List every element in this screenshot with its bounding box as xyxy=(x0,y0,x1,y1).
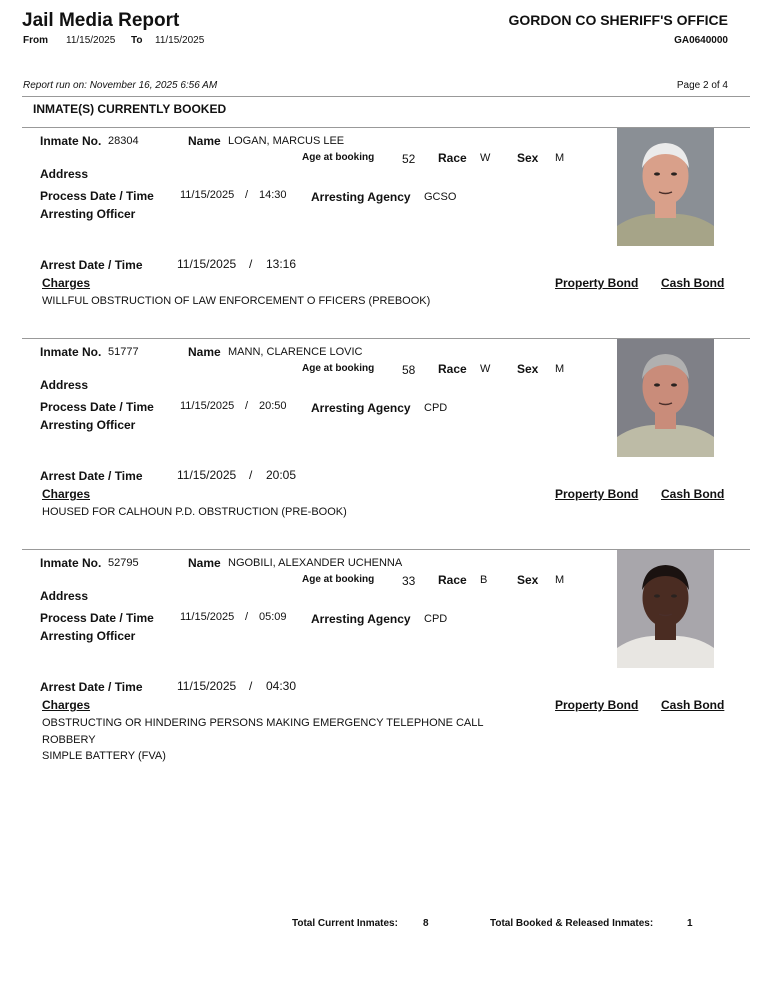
mugshot-image xyxy=(617,128,714,246)
age-label: Age at booking xyxy=(302,363,375,374)
age-value: 58 xyxy=(402,363,416,377)
header-divider xyxy=(22,96,750,97)
name-label: Name xyxy=(188,556,221,570)
sex-value: M xyxy=(555,574,565,586)
total-current-value: 8 xyxy=(423,918,429,929)
arrest-label: Arrest Date / Time xyxy=(40,680,143,694)
arresting-officer-label: Arresting Officer xyxy=(40,418,136,432)
process-time: 20:50 xyxy=(259,400,287,412)
process-label: Process Date / Time xyxy=(40,611,154,625)
page-number: Page 2 of 4 xyxy=(676,80,728,91)
arrest-date: 11/15/2025 xyxy=(177,257,237,271)
race-value: B xyxy=(480,574,488,586)
process-slash: / xyxy=(245,400,249,412)
age-value: 33 xyxy=(402,574,416,588)
from-label: From xyxy=(23,35,48,46)
process-time: 14:30 xyxy=(259,189,287,201)
charges-list xyxy=(42,715,484,765)
arrest-label: Arrest Date / Time xyxy=(40,469,143,483)
address-label: Address xyxy=(40,167,89,181)
process-date: 11/15/2025 xyxy=(180,189,235,201)
inmate-record xyxy=(0,128,773,339)
cash-bond-label: Cash Bond xyxy=(661,276,725,290)
booking-photo xyxy=(617,128,714,246)
record-divider xyxy=(22,549,750,550)
sex-label: Sex xyxy=(517,151,539,165)
process-date: 11/15/2025 xyxy=(180,611,235,623)
arresting-officer-label: Arresting Officer xyxy=(40,629,136,643)
from-date: 11/15/2025 xyxy=(66,35,116,46)
sex-value: M xyxy=(555,152,565,164)
charge-item: HOUSED FOR CALHOUN P.D. OBSTRUCTION (PRE-BOOK) xyxy=(42,506,347,518)
agency-ori: GA0640000 xyxy=(674,35,728,46)
arrest-slash: / xyxy=(249,679,253,693)
report-title: Jail Media Report xyxy=(22,10,180,31)
arresting-agency-value: CPD xyxy=(424,402,448,414)
inmate-no-label: Inmate No. xyxy=(40,556,102,570)
cash-bond-label: Cash Bond xyxy=(661,487,725,501)
charges-list xyxy=(42,504,347,521)
arresting-agency-value: GCSO xyxy=(424,191,457,203)
charge-item: WILLFUL OBSTRUCTION OF LAW ENFORCEMENT O FFICERS (PREBOOK) xyxy=(42,295,431,307)
race-value: W xyxy=(480,152,491,164)
age-value: 52 xyxy=(402,152,416,166)
sex-value: M xyxy=(555,363,565,375)
sex-label: Sex xyxy=(517,362,539,376)
address-label: Address xyxy=(40,378,89,392)
arrest-time: 04:30 xyxy=(266,679,297,693)
inmate-name: LOGAN, MARCUS LEE xyxy=(228,135,345,147)
process-label: Process Date / Time xyxy=(40,189,154,203)
report-run-date: Report run on: November 16, 2025 6:56 AM xyxy=(23,80,218,91)
name-label: Name xyxy=(188,345,221,359)
inmate-no-value: 51777 xyxy=(108,346,139,358)
sex-label: Sex xyxy=(517,573,539,587)
to-date: 11/15/2025 xyxy=(155,35,205,46)
total-booked-released-label: Total Booked & Released Inmates: xyxy=(490,918,654,929)
charge-item: OBSTRUCTING OR HINDERING PERSONS MAKING EMERGENCY TELEPHONE CALL xyxy=(42,717,484,729)
process-label: Process Date / Time xyxy=(40,400,154,414)
age-label: Age at booking xyxy=(302,152,375,163)
race-label: Race xyxy=(438,362,467,376)
arrest-slash: / xyxy=(249,468,253,482)
property-bond-label: Property Bond xyxy=(555,487,639,501)
charges-label: Charges xyxy=(42,276,91,290)
property-bond-label: Property Bond xyxy=(555,698,639,712)
race-label: Race xyxy=(438,573,467,587)
process-slash: / xyxy=(245,189,249,201)
process-slash: / xyxy=(245,611,249,623)
inmate-no-label: Inmate No. xyxy=(40,345,102,359)
age-label: Age at booking xyxy=(302,574,375,585)
arrest-time: 20:05 xyxy=(266,468,297,482)
arresting-agency-label: Arresting Agency xyxy=(311,190,411,204)
inmate-no-value: 28304 xyxy=(108,135,139,147)
section-title: INMATE(S) CURRENTLY BOOKED xyxy=(33,102,227,116)
arrest-date: 11/15/2025 xyxy=(177,468,237,482)
arresting-agency-label: Arresting Agency xyxy=(311,401,411,415)
arrest-slash: / xyxy=(249,257,253,271)
charges-label: Charges xyxy=(42,698,91,712)
cash-bond-label: Cash Bond xyxy=(661,698,725,712)
total-booked-released-value: 1 xyxy=(687,918,693,929)
mugshot-image xyxy=(617,550,714,668)
arrest-time: 13:16 xyxy=(266,257,297,271)
booking-photo xyxy=(617,550,714,668)
race-value: W xyxy=(480,363,491,375)
arresting-agency-value: CPD xyxy=(424,613,448,625)
arrest-date: 11/15/2025 xyxy=(177,679,237,693)
record-divider xyxy=(22,338,750,339)
name-label: Name xyxy=(188,134,221,148)
inmate-record xyxy=(0,339,773,550)
mugshot-image xyxy=(617,339,714,457)
inmate-name: NGOBILI, ALEXANDER UCHENNA xyxy=(228,557,403,569)
process-time: 05:09 xyxy=(259,611,287,623)
arrest-label: Arrest Date / Time xyxy=(40,258,143,272)
address-label: Address xyxy=(40,589,89,603)
property-bond-label: Property Bond xyxy=(555,276,639,290)
office-name: GORDON CO SHERIFF'S OFFICE xyxy=(508,12,728,28)
to-label: To xyxy=(131,35,143,46)
charges-label: Charges xyxy=(42,487,91,501)
arresting-officer-label: Arresting Officer xyxy=(40,207,136,221)
race-label: Race xyxy=(438,151,467,165)
booking-photo xyxy=(617,339,714,457)
inmate-no-label: Inmate No. xyxy=(40,134,102,148)
inmate-no-value: 52795 xyxy=(108,557,139,569)
inmate-name: MANN, CLARENCE LOVIC xyxy=(228,346,363,358)
total-current-label: Total Current Inmates: xyxy=(292,918,398,929)
charge-item: SIMPLE BATTERY (FVA) xyxy=(42,750,166,762)
charges-list xyxy=(42,293,430,310)
charge-item: ROBBERY xyxy=(42,733,96,746)
arresting-agency-label: Arresting Agency xyxy=(311,612,411,626)
process-date: 11/15/2025 xyxy=(180,400,235,412)
inmate-record xyxy=(0,550,773,761)
